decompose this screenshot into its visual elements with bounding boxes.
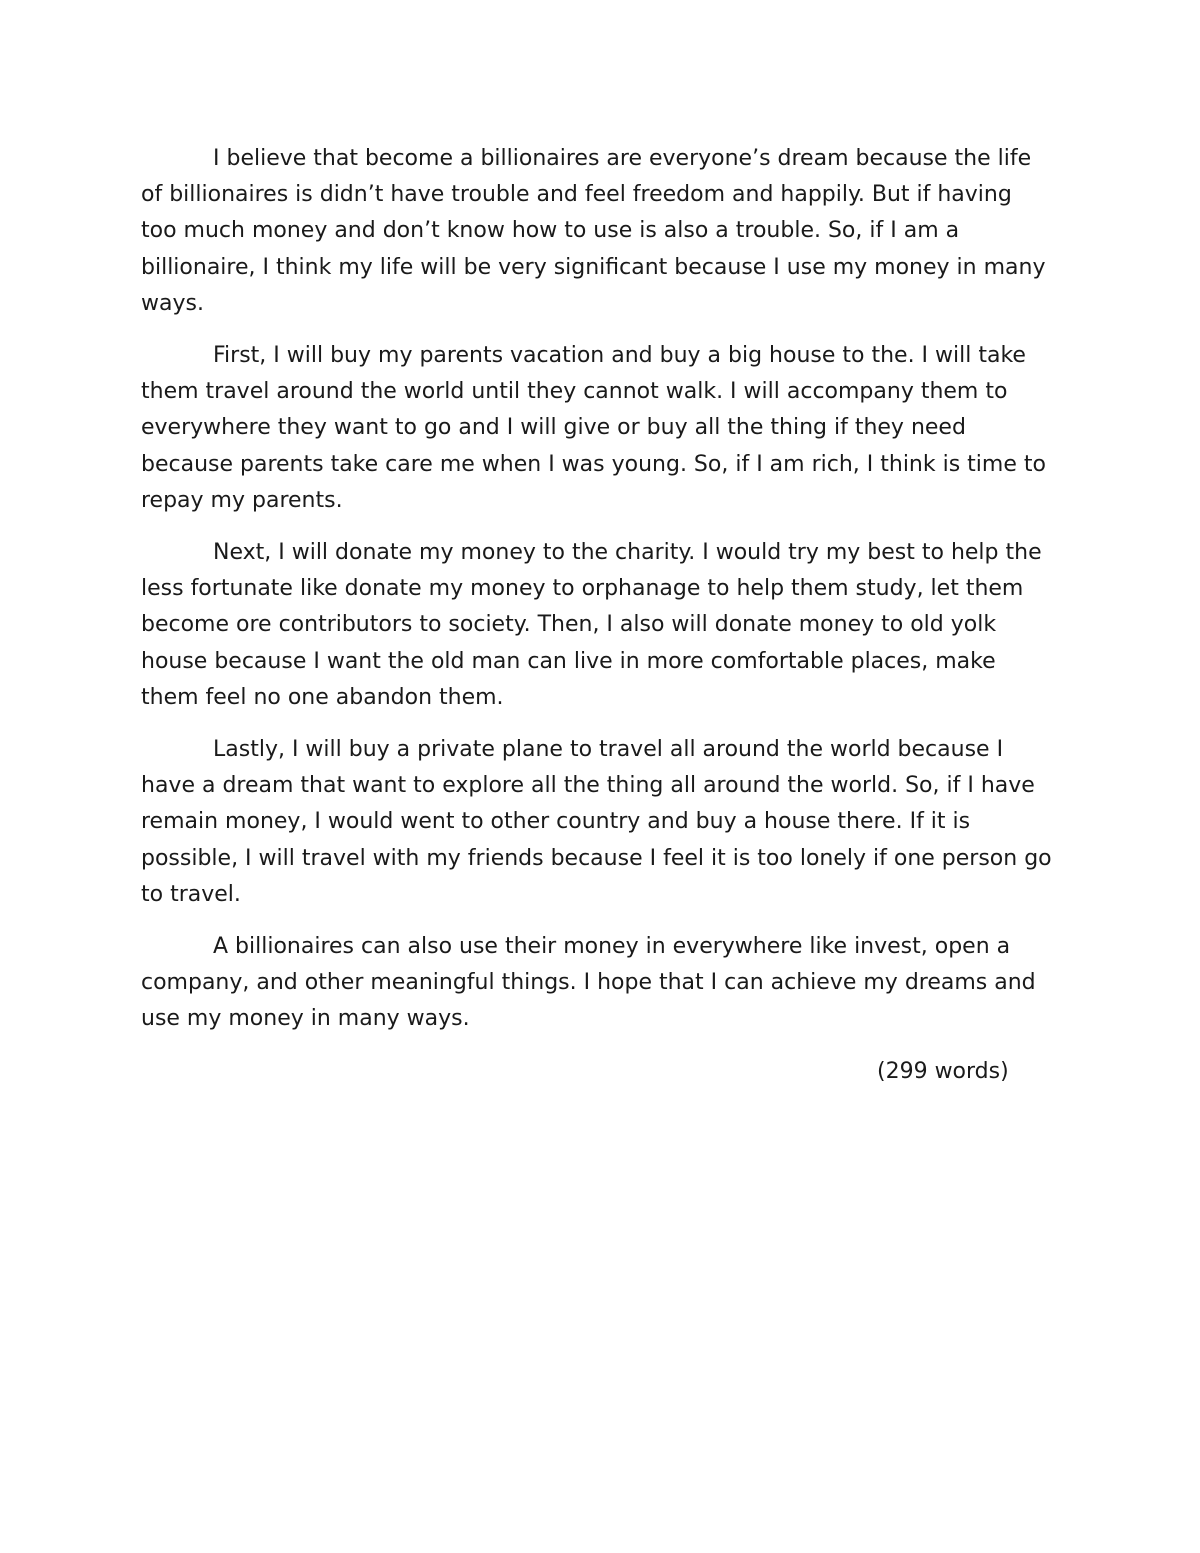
paragraph-line: of billionaires is didn’t have trouble and feel freedom and happily. But if having: [141, 182, 1012, 208]
paragraph-line: company, and other meaningful things. I hope that I can achieve my dreams and: [141, 970, 1036, 996]
paragraph-line: possible, I will travel with my friends because I feel it is too lonely if one person go: [141, 845, 1052, 871]
paragraph-line: repay my parents.: [141, 487, 343, 513]
paragraph-line: them feel no one abandon them.: [141, 684, 504, 710]
paragraph-line: them travel around the world until they cannot walk. I will accompany them to: [141, 379, 1008, 405]
paragraph-line: less fortunate like donate my money to orphanage to help them study, let them: [141, 576, 1024, 602]
paragraph-first: [141, 338, 1061, 519]
paragraph-conclusion: [141, 929, 1061, 1038]
paragraph-line: too much money and don’t know how to use is also a trouble. So, if I am a: [141, 218, 960, 244]
paragraph-line: house because I want the old man can live in more comfortable places, make: [141, 648, 996, 674]
paragraph-line: Lastly, I will buy a private plane to travel all around the world because I: [213, 737, 1004, 763]
paragraph-line: become ore contributors to society. Then, I also will donate money to old yolk: [141, 612, 997, 638]
paragraph-line: to travel.: [141, 881, 241, 907]
paragraph-line: use my money in many ways.: [141, 1006, 470, 1032]
paragraph-line: billionaire, I think my life will be very significant because I use my money in many: [141, 254, 1046, 280]
paragraph-line: Next, I will donate my money to the charity. I would try my best to help the: [213, 540, 1042, 566]
paragraph-line: everywhere they want to go and I will give or buy all the thing if they need: [141, 415, 966, 441]
paragraph-line: remain money, I would went to other country and buy a house there. If it is: [141, 809, 971, 835]
paragraph-line: First, I will buy my parents vacation and buy a big house to the. I will take: [213, 343, 1026, 369]
paragraph-line: have a dream that want to explore all the thing all around the world. So, if I have: [141, 773, 1035, 799]
paragraph-line: A billionaires can also use their money in everywhere like invest, open a: [213, 934, 1011, 960]
paragraph-line: because parents take care me when I was young. So, if I am rich, I think is time to: [141, 451, 1046, 477]
paragraph-line: I believe that become a billionaires are everyone’s dream because the life: [213, 146, 1032, 171]
word-count: (299 words): [877, 1058, 1009, 1084]
paragraph-next: [141, 535, 1061, 716]
paragraph-line: ways.: [141, 290, 204, 316]
essay-body: [141, 141, 1061, 1090]
paragraph-lastly: [141, 732, 1061, 913]
paragraph-intro: [141, 141, 1061, 322]
